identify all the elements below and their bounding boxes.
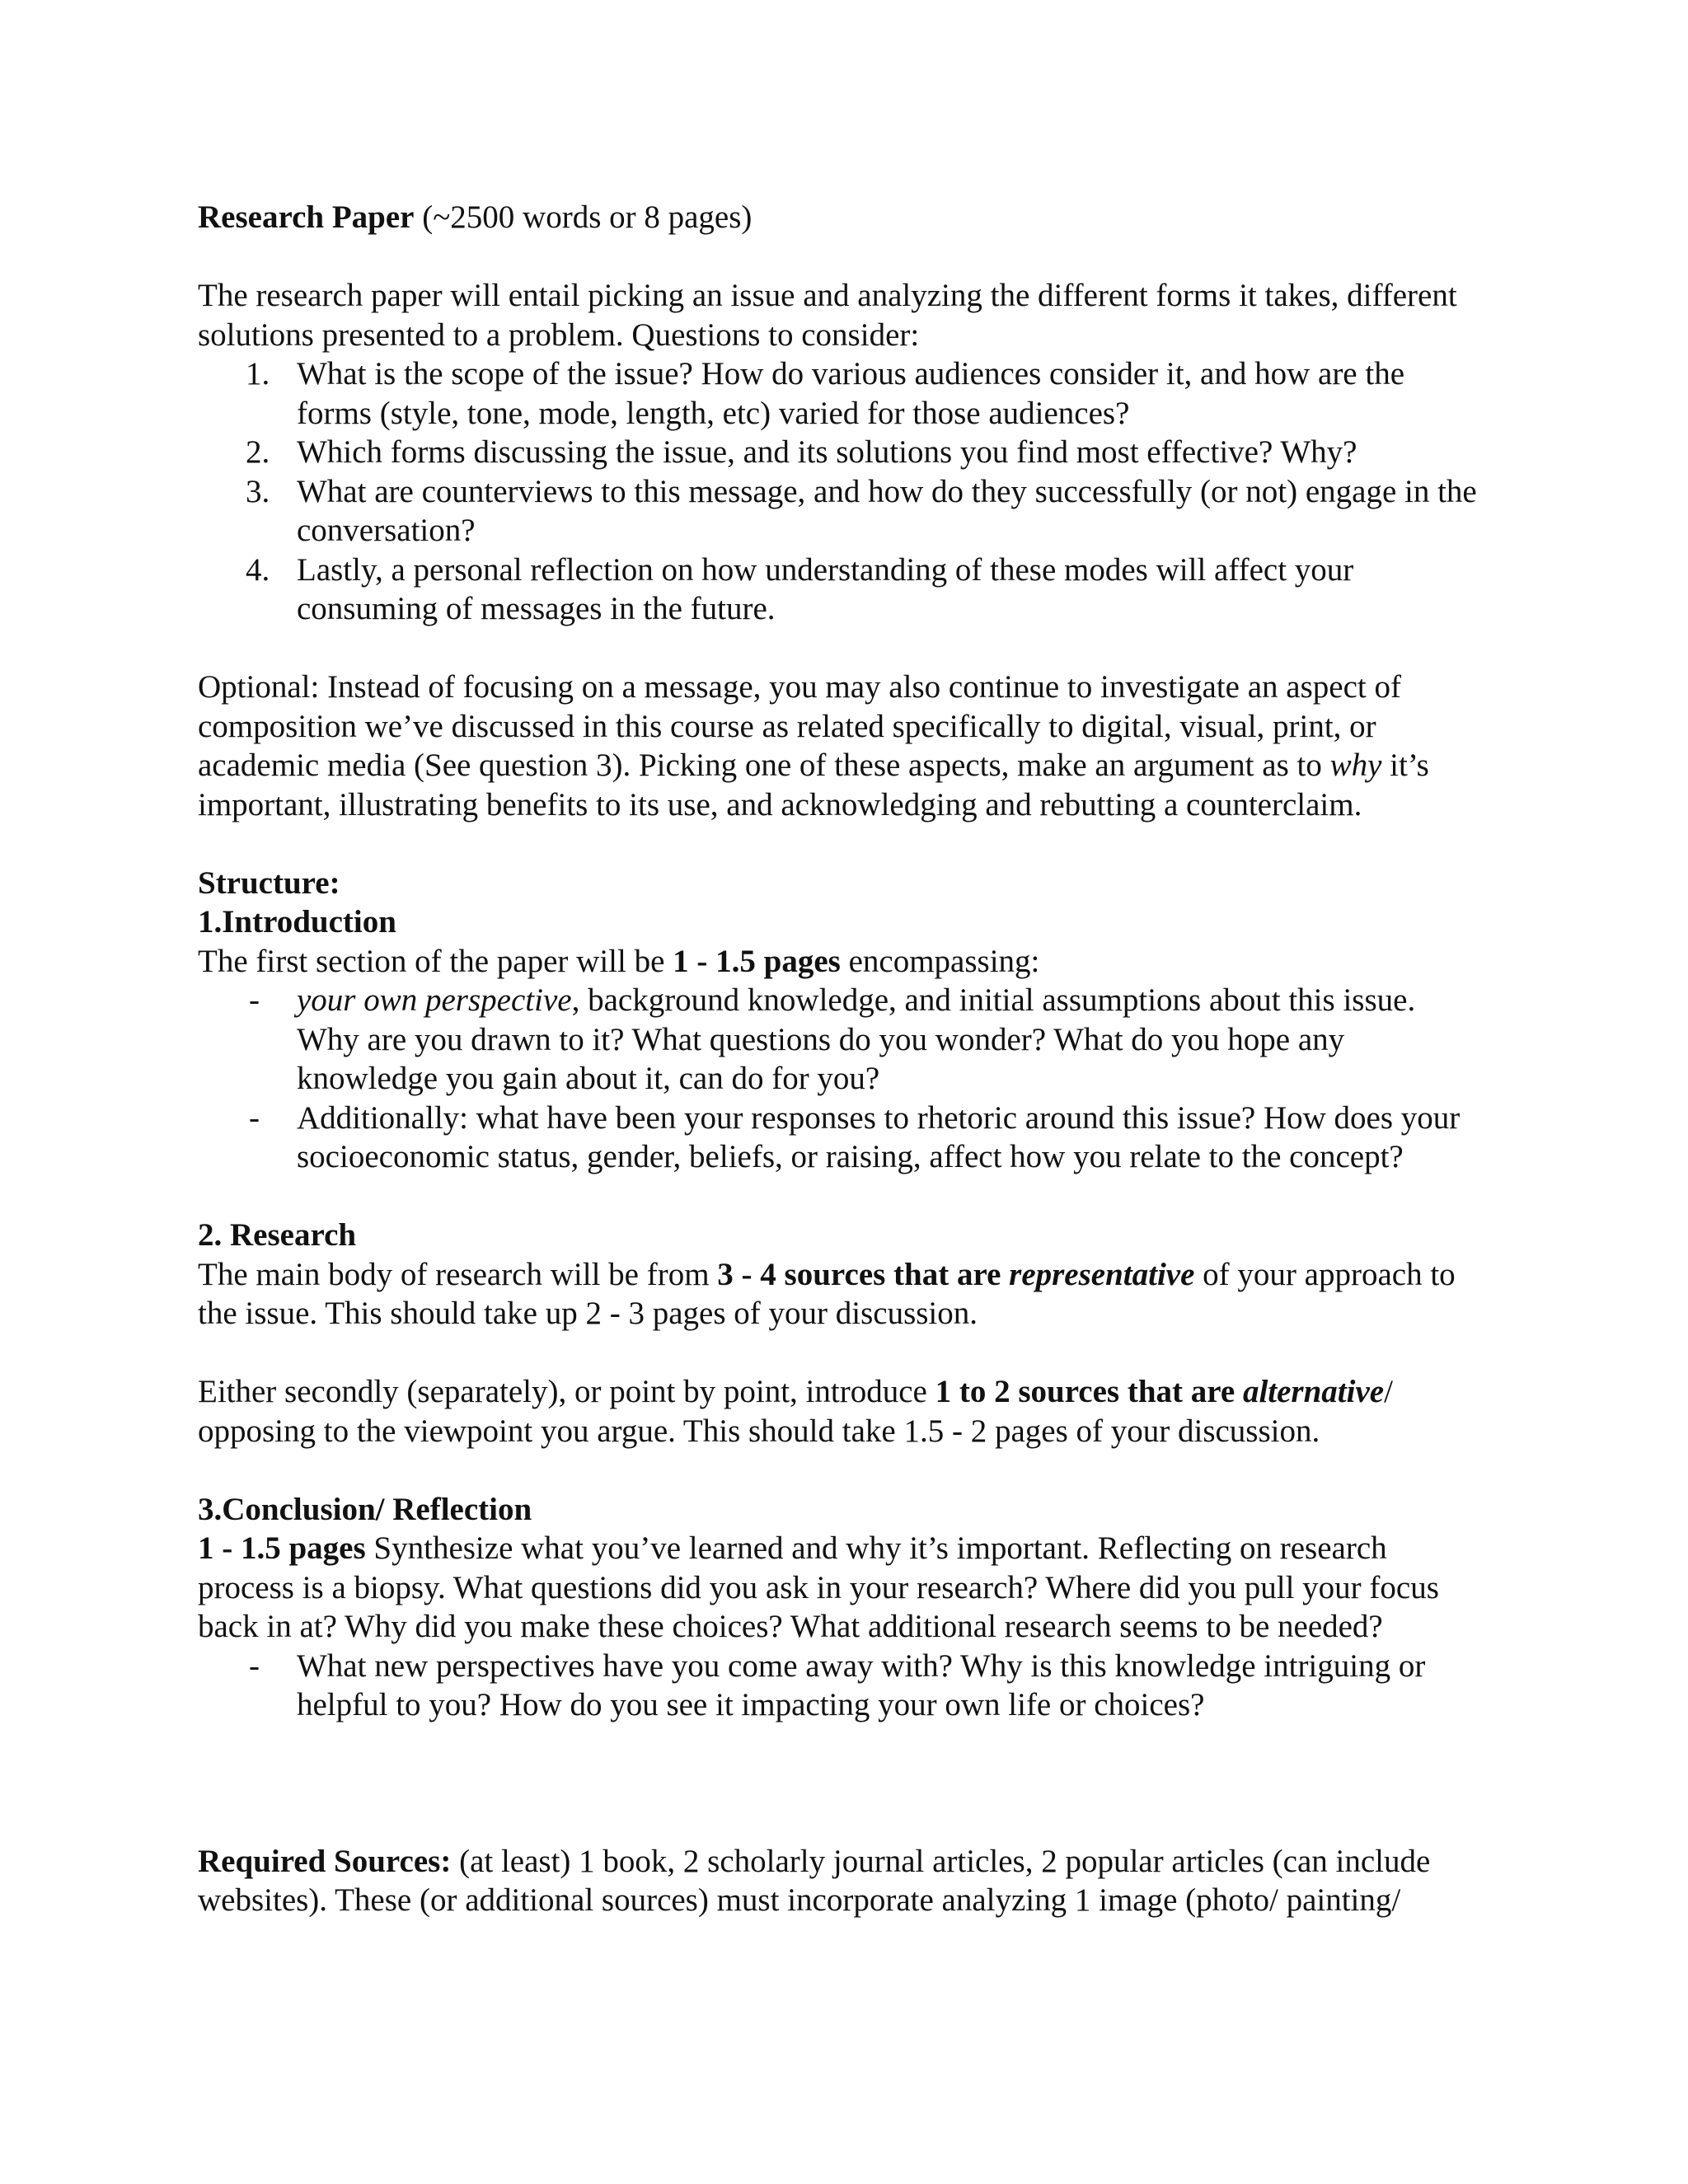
questions-list <box>198 354 1484 629</box>
research-sources-bold: 1 to 2 sources that are <box>935 1374 1243 1409</box>
structure-heading: Structure: <box>198 865 340 901</box>
list-item-text: What are counterviews to this message, and how do they successfully (or not) engage in the conversation? <box>297 473 1477 548</box>
optional-paragraph <box>198 668 1484 824</box>
title-bold: Research Paper <box>198 199 415 235</box>
list-item-text: What new perspectives have you come away with? Why is this knowledge intriguing or helpful to you? How do you see it impacting your own life or choices? <box>297 1647 1426 1722</box>
optional-emphasis: why <box>1329 748 1382 783</box>
conclusion-bullets <box>198 1647 1484 1725</box>
list-item <box>198 354 1484 433</box>
dash-marker: - <box>249 1099 260 1136</box>
list-item-text: Which forms discussing the issue, and its solutions you find most effective? Why? <box>297 434 1357 470</box>
list-item-text: Additionally: what have been your responses to rhetoric around this issue? How does your socioeconomic status, gender, beliefs, or raising, affect how you relate to the concept? <box>297 1099 1461 1174</box>
document-body <box>198 198 1484 1920</box>
research-text-end: / opposing to the viewpoint you argue. This should take 1.5 - 2 pages of your discussion. <box>198 1374 1393 1449</box>
introduction-pages: 1 - 1.5 pages <box>673 943 841 979</box>
conclusion-pages: 1 - 1.5 pages <box>198 1530 366 1566</box>
research-sources-bold: 3 - 4 sources that are <box>717 1256 1010 1292</box>
optional-text: Optional: Instead of focusing on a message, you may also continue to investigate an aspect of composition we’ve discussed in this course as related specifically to digital, visual, print, or academic media (See question 3). Picking one of these aspects, make an argument as to <box>198 669 1401 783</box>
research-sources-emphasis: alternative <box>1242 1374 1385 1409</box>
conclusion-text: Synthesize what you’ve learned and why it’s important. Reflecting on research process is a biopsy. What questions did you ask in your research? Where did you pull your focus back in at? Why did you make these choices? What additional research seems to be needed? <box>198 1530 1439 1644</box>
list-item <box>198 551 1484 629</box>
list-item <box>198 1647 1484 1725</box>
introduction-bullets <box>198 981 1484 1177</box>
required-sources-label: Required Sources: <box>198 1843 452 1879</box>
document-title <box>198 198 1484 237</box>
introduction-line <box>198 942 1484 982</box>
list-item-text: , background knowledge, and initial assumptions about this issue. Why are you drawn to it? What questions do you wonder? What do you hope any knowledge you gain about it, can do for you? <box>297 982 1416 1096</box>
research-sources-emphasis: representative <box>1009 1256 1195 1292</box>
conclusion-paragraph <box>198 1529 1484 1647</box>
research-text: The main body of research will be from <box>198 1256 718 1292</box>
bullet-emphasis: your own perspective <box>297 982 572 1018</box>
list-number: 2. <box>246 434 270 470</box>
list-item <box>198 433 1484 472</box>
required-sources-text: (at least) 1 book, 2 scholarly journal articles, 2 popular articles (can include websites). These (or additional sources) must incorporate analyzing 1 image (photo/ painting/ <box>198 1843 1431 1918</box>
conclusion-heading: 3.Conclusion/ Reflection <box>198 1491 532 1527</box>
list-item-text: Lastly, a personal reflection on how understanding of these modes will affect your consuming of messages in the future. <box>297 551 1354 626</box>
research-paragraph-2 <box>198 1372 1484 1451</box>
research-paragraph-1 <box>198 1255 1484 1333</box>
required-sources-paragraph <box>198 1842 1484 1920</box>
list-number: 1. <box>246 356 270 391</box>
research-heading: 2. Research <box>198 1217 357 1253</box>
introduction-line-text: The first section of the paper will be <box>198 943 673 979</box>
list-number: 4. <box>246 551 270 588</box>
list-item <box>198 1099 1484 1177</box>
introduction-line-end: encompassing: <box>840 943 1040 979</box>
introduction-heading: 1.Introduction <box>198 904 396 940</box>
research-text-end: of your approach to the issue. This should take up 2 - 3 pages of your discussion. <box>198 1256 1456 1331</box>
list-number: 3. <box>246 473 270 509</box>
optional-text-end: it’s important, illustrating benefits to its use, and acknowledging and rebutting a counterclaim. <box>198 748 1429 823</box>
dash-marker: - <box>249 1647 260 1684</box>
research-text: Either secondly (separately), or point by point, introduce <box>198 1374 935 1409</box>
list-item <box>198 472 1484 551</box>
dash-marker: - <box>249 982 260 1018</box>
list-item-text: What is the scope of the issue? How do various audiences consider it, and how are the forms (style, tone, mode, length, etc) varied for those audiences? <box>297 356 1405 431</box>
title-rest: (~2500 words or 8 pages) <box>414 199 753 235</box>
intro-paragraph: The research paper will entail picking an issue and analyzing the different forms it takes, different solutions presented to a problem. Questions to consider: <box>198 278 1457 353</box>
list-item <box>198 981 1484 1099</box>
